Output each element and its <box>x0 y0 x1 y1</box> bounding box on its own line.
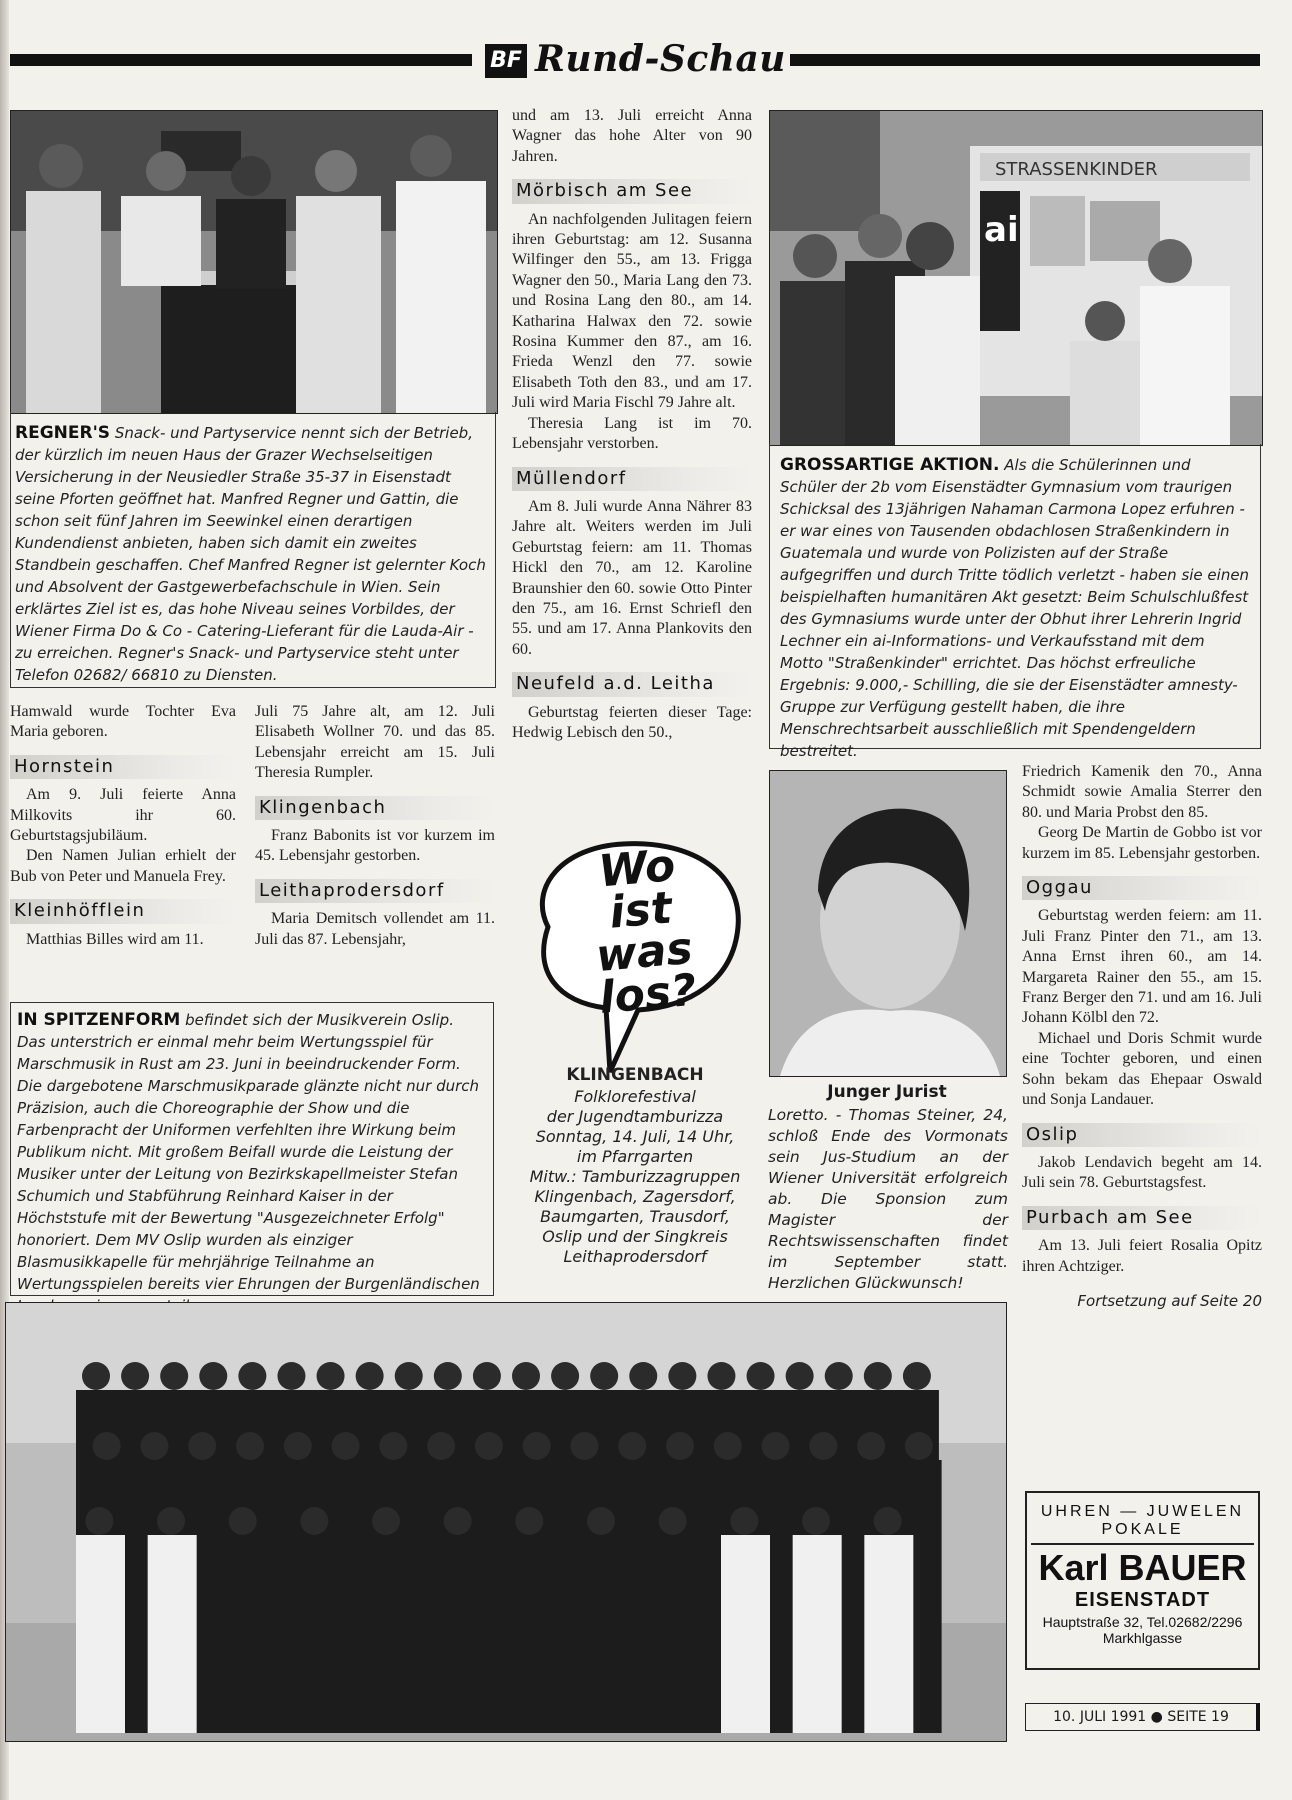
event-line: Klingenbach, Zagersdorf, <box>534 1187 736 1206</box>
spitzenform-lead: IN SPITZENFORM <box>17 1010 181 1030</box>
footer-date: 10. JULI 1991 <box>1053 1709 1147 1725</box>
ad-line-1: UHREN — JUWELEN <box>1040 1503 1245 1520</box>
moerbisch-text: An nachfolgenden Julitagen feiern ihren Geburtstag: am 12. Susanna Wilfinger den 55., am 13. Frigga Wagner den 50., Maria Lang den 73. und Rosina Lang den 80., am 14. Katharina Halwax den 72. sowie Rosina Kummer den 87., am 16. Frieda Wenzl den 77. sowie Elisabeth Toth den 83., und am 17. Juli wird Maria Fischl 79 Jahre alt. <box>512 210 752 412</box>
ad-name: Karl BAUER <box>1038 1547 1247 1588</box>
column-mid-left <box>255 702 495 950</box>
aktion-caption-lead: GROSSARTIGE AKTION. <box>780 455 1000 475</box>
gobbo-text: Georg De Martin de Gobbo ist vor kurzem im 85. Lebensjahr gestorben. <box>1022 824 1262 862</box>
bubble-line-2: ist was <box>593 882 695 983</box>
ai-logo-text: ai <box>984 210 1019 250</box>
event-line: im Pfarrgarten <box>576 1147 694 1166</box>
jurist-portrait <box>769 770 1007 1077</box>
band-photo <box>5 1302 1007 1742</box>
birthday-continued: Juli 75 Jahre alt, am 12. Juli Elisabeth Wollner 70. und das 85. Lebensjahr erreicht am 15. Juli Theresia Rumpler. <box>255 703 495 782</box>
wagner-text: und am 13. Juli erreicht Anna Wagner das hohe Alter von 90 Jahren. <box>512 107 752 165</box>
footer-bullet: ● <box>1150 1709 1163 1725</box>
heading-leithaprodersdorf: Leithaprodersdorf <box>255 879 495 903</box>
aktion-caption <box>769 444 1261 760</box>
column-right <box>1022 762 1262 1311</box>
hornstein-text-2: Den Namen Julian erhielt der Bub von Peter und Manuela Frey. <box>10 847 236 885</box>
heading-oggau: Oggau <box>1022 876 1262 900</box>
event-line: Folklorefestival <box>574 1087 696 1106</box>
moerbisch-death: Theresia Lang ist im 70. Lebensjahr verstorben. <box>512 414 752 453</box>
heading-klingenbach: Klingenbach <box>255 796 495 820</box>
section-logo: BF <box>485 44 527 78</box>
neufeld-text: Geburtstag feierten dieser Tage: Hedwig Lebisch den 50., <box>512 703 752 741</box>
heading-oslip: Oslip <box>1022 1123 1262 1147</box>
aktion-caption-text: Als die Schülerinnen und Schüler der 2b vom Eisenstädter Gymnasium vom traurigen Schicksal des 13jährigen Nahaman Carmona Lopez erfuhren - er war eines von Tausenden obdachlosen Straßenkindern in Guatemala und wurde von Polizisten auf der Straße aufgegriffen und durch Tritte tödlich verletzt - haben sie einen beispielhaften humanitären Akt gesetzt: Beim Schulschlußfest des Gymnasiums wurde unter der Obhut ihrer Lehrerin Ingrid Lechner ein ai-Informations- und Verkaufsstand mit dem Motto "Straßenkinder" errichtet. Das höchst erfreuliche Ergebnis: 9.000,- Schilling, die sie der Eisenstädter amnesty-Gruppe zur Verfügung gestellt haben, die ihre Menschrechtsarbeit ausschließlich mit Spendengeldern bestreitet. <box>780 456 1250 760</box>
jurist-text: Loretto. - Thomas Steiner, 24, schloß Ende des Vormonats sein Jus-Studium an der Wiener Universität erfolgreich ab. Die Sponsion zum Magister der Rechtswissenschaften findet im September statt. Herzlichen Glückwunsch! <box>768 1106 1008 1292</box>
bubble-headline <box>578 840 707 1024</box>
event-line: Leithaprodersdorf <box>563 1247 707 1266</box>
kamenik-text: Friedrich Kamenik den 70., Anna Schmidt sowie Amalia Sterrer den 80. und Maria Probst den 85. <box>1022 763 1262 821</box>
regner-photo <box>10 110 498 414</box>
column-center <box>512 106 752 743</box>
event-line: Oslip und der Singkreis <box>542 1227 728 1246</box>
heading-muellendorf: Müllendorf <box>512 467 752 491</box>
kleinhoefflein-text: Matthias Billes wird am 11. <box>26 930 204 948</box>
regner-caption-text: Snack- und Partyservice nennt sich der Betrieb, der kürzlich im neuen Haus der Grazer Wechselseitigen Versicherung in der Neusiedler Straße 35-37 in Eisenstadt seine Pforten geöffnet hat. Manfred Regner und Gattin, die schon seit fünf Jahren im Seewinkel einen derartigen Kundendienst anbieten, haben sich damit ein zweites Standbein geschaffen. Chef Manfred Regner ist gelernter Koch und Absolvent der Gastgewerbefachschule in Wien. Sein erklärtes Ziel ist es, das hohe Niveau seines Vorbildes, der Wiener Firma Do & Co - Catering-Lieferant für die Lauda-Air - zu erreichen. Regner's Snack- und Partyservice steht unter Telefon 02682/ 66810 zu Diensten. <box>15 424 486 684</box>
continued-note: Fortsetzung auf Seite 20 <box>1077 1291 1262 1310</box>
oggau-births: Michael und Doris Schmit wurde eine Tochter geboren, und einen Sohn bekam das Ehepaar Oswald und Sonja Landauer. <box>1022 1029 1262 1109</box>
event-line: Baumgarten, Trausdorf, <box>540 1207 730 1226</box>
header-rule-right <box>790 54 1260 66</box>
event-line: der Jugendtamburizza <box>546 1107 724 1126</box>
footer-page: SEITE 19 <box>1167 1709 1229 1725</box>
bubble-line-3: los? <box>597 964 699 1024</box>
regner-caption-lead: REGNER'S <box>15 423 111 443</box>
oslip-text: Jakob Lendavich begeht am 14. Juli sein 78. Geburtstagsfest. <box>1022 1153 1262 1192</box>
heading-purbach: Purbach am See <box>1022 1206 1262 1230</box>
event-line: Mitw.: Tamburizzagruppen <box>529 1167 741 1186</box>
hornstein-text-1: Am 9. Juli feierte Anna Milkovits ihr 60. Geburtstagsjubiläum. <box>10 786 236 845</box>
leithaprodersdorf-text: Maria Demitsch vollendet am 11. Juli das 87. Lebensjahr, <box>255 910 495 948</box>
spitzenform-text: befindet sich der Musikverein Oslip. Das unterstrich er einmal mehr beim Wertungsspiel für Marschmusik in Rust am 23. Juni in beeindruckender Form. Die dargebotene Marschmusikparade glänzte nicht nur durch Präzision, auch die Choreographie der Show und die Farbenpracht der Uniformen verfehlten ihre Wirkung beim Publikum nicht. Mit großem Beifall wurde die Leistung der Musiker unter der Leitung von Bezirkskapellmeister Stefan Schumich und Stabführung Reinhard Kaiser in der Höchststufe mit der Bewertung "Ausgezeichneter Erfolg" honoriert. Dem MV Oslip wurden als einziger Blasmusikkapelle für mehrjährige Teilnahme an Wertungsspielen bereits vier Ehrungen der Burgenländischen <box>17 1011 480 1293</box>
ad-city: EISENSTADT <box>1074 1589 1211 1611</box>
spitzenform-box <box>10 1002 494 1296</box>
poster-text: STRASSENKINDER <box>995 159 1158 180</box>
heading-kleinhoefflein: Kleinhöfflein <box>10 899 236 923</box>
event-klingenbach <box>510 1065 760 1267</box>
ad-address: Hauptstraße 32, Tel.02682/2296 <box>1042 1614 1243 1630</box>
heading-moerbisch: Mörbisch am See <box>512 179 752 203</box>
jurist-title: Junger Jurist <box>827 1082 947 1102</box>
klingenbach-text: Franz Babonits ist vor kurzem im 45. Lebensjahr gestorben. <box>255 827 495 865</box>
aktion-photo <box>769 110 1263 446</box>
heading-hornstein: Hornstein <box>10 755 236 779</box>
ad-street: Markhlgasse <box>1102 1630 1183 1646</box>
muellendorf-text: Am 8. Juli wurde Anna Nährer 83 Jahre alt. Weiters werden im Juli Geburtstag feiern: am 11. Thomas Hickl den 70., am 12. Karoline Braunshier den 60. sowie Otto Pinter den 75., am 16. Ernst Schriefl den 55. und am 17. Anna Plankovits den 60. <box>512 497 752 658</box>
page-footer <box>1025 1703 1260 1731</box>
purbach-text: Am 13. Juli feiert Rosalia Opitz ihren Achtziger. <box>1022 1237 1262 1275</box>
event-line: Sonntag, 14. Juli, 14 Uhr, <box>535 1127 735 1146</box>
event-town: KLINGENBACH <box>566 1065 704 1085</box>
heading-neufeld: Neufeld a.d. Leitha <box>512 672 752 696</box>
ad-line-2: POKALE <box>1101 1521 1184 1538</box>
advertisement-karl-bauer <box>1025 1491 1260 1670</box>
column-left <box>10 702 236 950</box>
birth-notice: Hamwald wurde Tochter Eva Maria geboren. <box>10 703 236 741</box>
regner-caption <box>10 412 496 688</box>
section-title: Rund-Schau <box>535 38 786 80</box>
oggau-text: Geburtstag werden feiern: am 11. Juli Franz Pinter den 71., am 13. Anna Ernst ihren 60., am 14. Margareta Rainer den 55., am 15. Franz Berger den 71. und am 16. Juli Johann Kölbl den 72. <box>1022 907 1262 1027</box>
header-rule-left <box>10 54 472 66</box>
bubble-line-1: Wo <box>596 840 678 898</box>
